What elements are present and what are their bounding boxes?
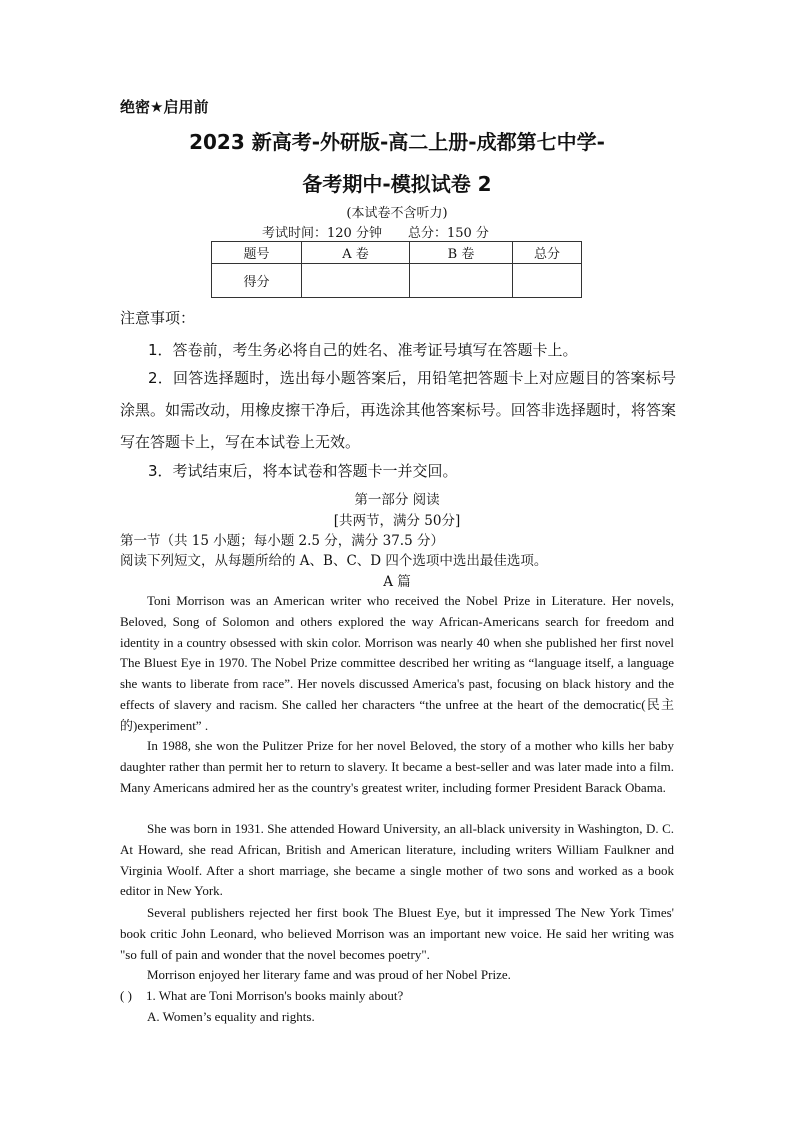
score-row-label: 得分 [212,264,302,298]
exam-title-line2: 备考期中-模拟试卷 2 [302,172,492,196]
score-table-row [212,264,582,298]
score-table-header: 总分 [513,242,582,264]
secret-mark: 绝密★启用前 [120,98,209,116]
passage-paragraph: Morrison enjoyed her literary fame and was proud of her Nobel Prize. [147,967,511,982]
notices-heading: 注意事项： [120,309,196,327]
notice-item: 3．考试结束后，将本试卷和答题卡一并交回。 [148,462,458,480]
answer-blank: ( ) [120,988,132,1003]
listening-note: (本试卷不含听力) [346,206,448,221]
score-table-header: A 卷 [302,242,410,264]
option-a: A. Women’s equality and rights. [147,1009,315,1024]
question-1 [120,988,403,1004]
section-heading: 第一节（共 15 小题；每小题 2.5 分，满分 37.5 分） [120,533,444,549]
passage-paragraph: Several publishers rejected her first book The Bluest Eye, but it impressed The New York Times' book critic John Leonard, who believed Morrison was an important new voice. He said her writing was "so full of pain and wonder that the novel becomes poetry". [120,905,674,962]
passage-title: A 篇 [383,574,411,590]
exam-title-line1: 2023 新高考-外研版-高二上册-成都第七中学- [189,130,605,154]
part-heading: 第一部分 阅读 [354,492,440,508]
section-instruction: 阅读下列短文，从每题所给的 A、B、C、D 四个选项中选出最佳选项。 [120,553,548,569]
score-table-header-row [212,242,582,264]
part-score: [共两节，满分 50分] [333,513,461,529]
score-table-header: 题号 [212,242,302,264]
question-text: 1. What are Toni Morrison's books mainly about? [146,988,404,1003]
notice-item: 1．答卷前，考生务必将自己的姓名、准考证号填写在答题卡上。 [148,341,578,359]
passage-paragraph: She was born in 1931. She attended Howard University, an all-black university in Washington, D. C. At Howard, she read African, British and American literature, including writers William Faulkner and Virginia Woolf. After a short marriage, she became a single mother of two sons and worked as a book editor in New York. [120,821,674,899]
exam-time-info [262,222,489,241]
score-cell-b [410,264,513,298]
total-score: 总分：150 分 [407,226,489,241]
exam-duration: 考试时间：120 分钟 [262,226,382,241]
score-table-header: B 卷 [410,242,513,264]
passage-paragraph: In 1988, she won the Pulitzer Prize for her novel Beloved, the story of a mother who kills her baby daughter rather than permit her to return to slavery. It became a best-seller and was later made into a film. Many Americans admired her as the country's greatest writer, including former President Barack Obama. [120,738,674,795]
score-cell-total [513,264,582,298]
passage-paragraph: Toni Morrison was an American writer who received the Nobel Prize in Literature. Her novels, Beloved, Song of Solomon and others explored the way African-Americans search for freedom and identity in a country obsessed with skin color. Morrison was nearly 40 when she published her first novel The Bluest Eye in 1970. The Nobel Prize committee described her writing as “language itself, a language she wants to liberate from race”. Her novels discussed America's past, focusing on black history and the effects of slavery and racism. She called her characters “the unfree at the heart of the democratic(民主的)experiment” . [120,593,674,733]
notice-item: 2．回答选择题时，选出每小题答案后，用铅笔把答题卡上对应题目的答案标号涂黑。如需改动，用橡皮擦干净后，再选涂其他答案标号。回答非选择题时，将答案写在答题卡上，写在本试卷上无效。 [120,369,676,451]
score-table [211,241,582,298]
score-cell-a [302,264,410,298]
